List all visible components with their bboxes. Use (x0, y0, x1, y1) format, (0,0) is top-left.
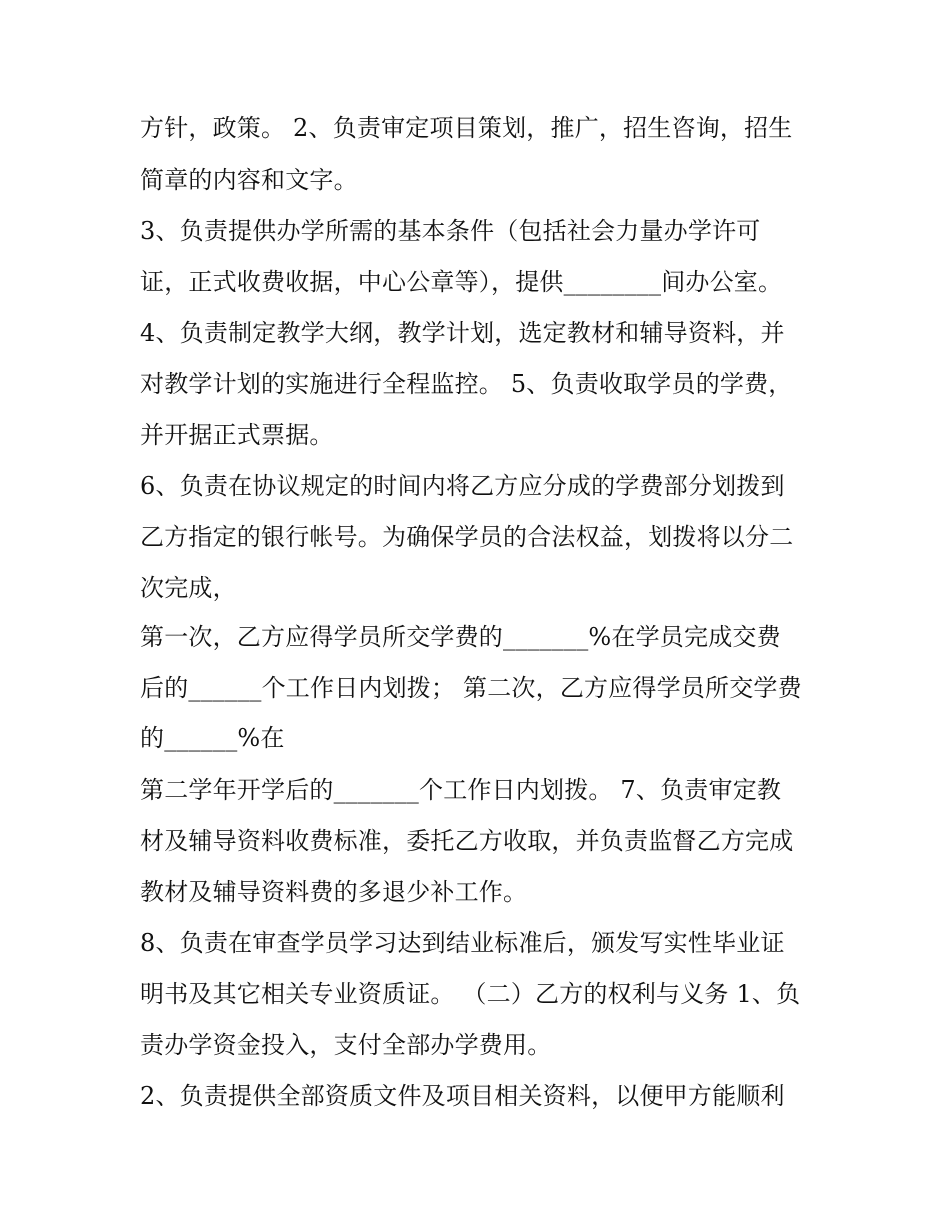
text-line: 责办学资金投入，支付全部办学费用。 (140, 1031, 552, 1059)
text-line: 方针，政策。 2、负责审定项目策划，推广，招生咨询，招生 (140, 114, 793, 142)
text-line: 6、负责在协议规定的时间内将乙方应分成的学费部分划拨到 (140, 472, 785, 500)
text-line: 2、负责提供全部资质文件及项目相关资料，以便甲方能顺利 (140, 1082, 785, 1110)
text-line: 简章的内容和文字。 (140, 166, 358, 194)
text-line: 3、负责提供办学所需的基本条件（包括社会力量办学许可 (140, 217, 761, 245)
text-line: 第二学年开学后的_______个工作日内划拨。 7、负责审定教 (140, 776, 782, 804)
text-line: 乙方指定的银行帐号。为确保学员的合法权益，划拨将以分二 (140, 523, 794, 551)
text-line: 后的______个工作日内划拨； 第二次，乙方应得学员所交学费 (140, 674, 802, 702)
text-line: 对教学计划的实施进行全程监控。 5、负责收取学员的学费， (140, 370, 793, 398)
text-line: 8、负责在审查学员学习达到结业标准后，颁发写实性毕业证 (140, 929, 785, 957)
text-line: 明书及其它相关专业资质证。 （二）乙方的权利与义务 1、负 (140, 980, 801, 1008)
text-line: 教材及辅导资料费的多退少补工作。 (140, 878, 528, 906)
text-line: 并开据正式票据。 (140, 421, 334, 449)
text-line: 的______%在 (140, 724, 285, 752)
text-line: 证，正式收费收据，中心公章等），提供________间办公室。 (140, 268, 783, 296)
text-line: 第一次，乙方应得学员所交学费的_______%在学员完成交费 (140, 623, 781, 651)
text-line: 材及辅导资料收费标准，委托乙方收取，并负责监督乙方完成 (140, 827, 794, 855)
text-line: 4、负责制定教学大纲，教学计划，选定教材和辅导资料，并 (140, 319, 785, 347)
text-line: 次完成， (140, 574, 237, 602)
